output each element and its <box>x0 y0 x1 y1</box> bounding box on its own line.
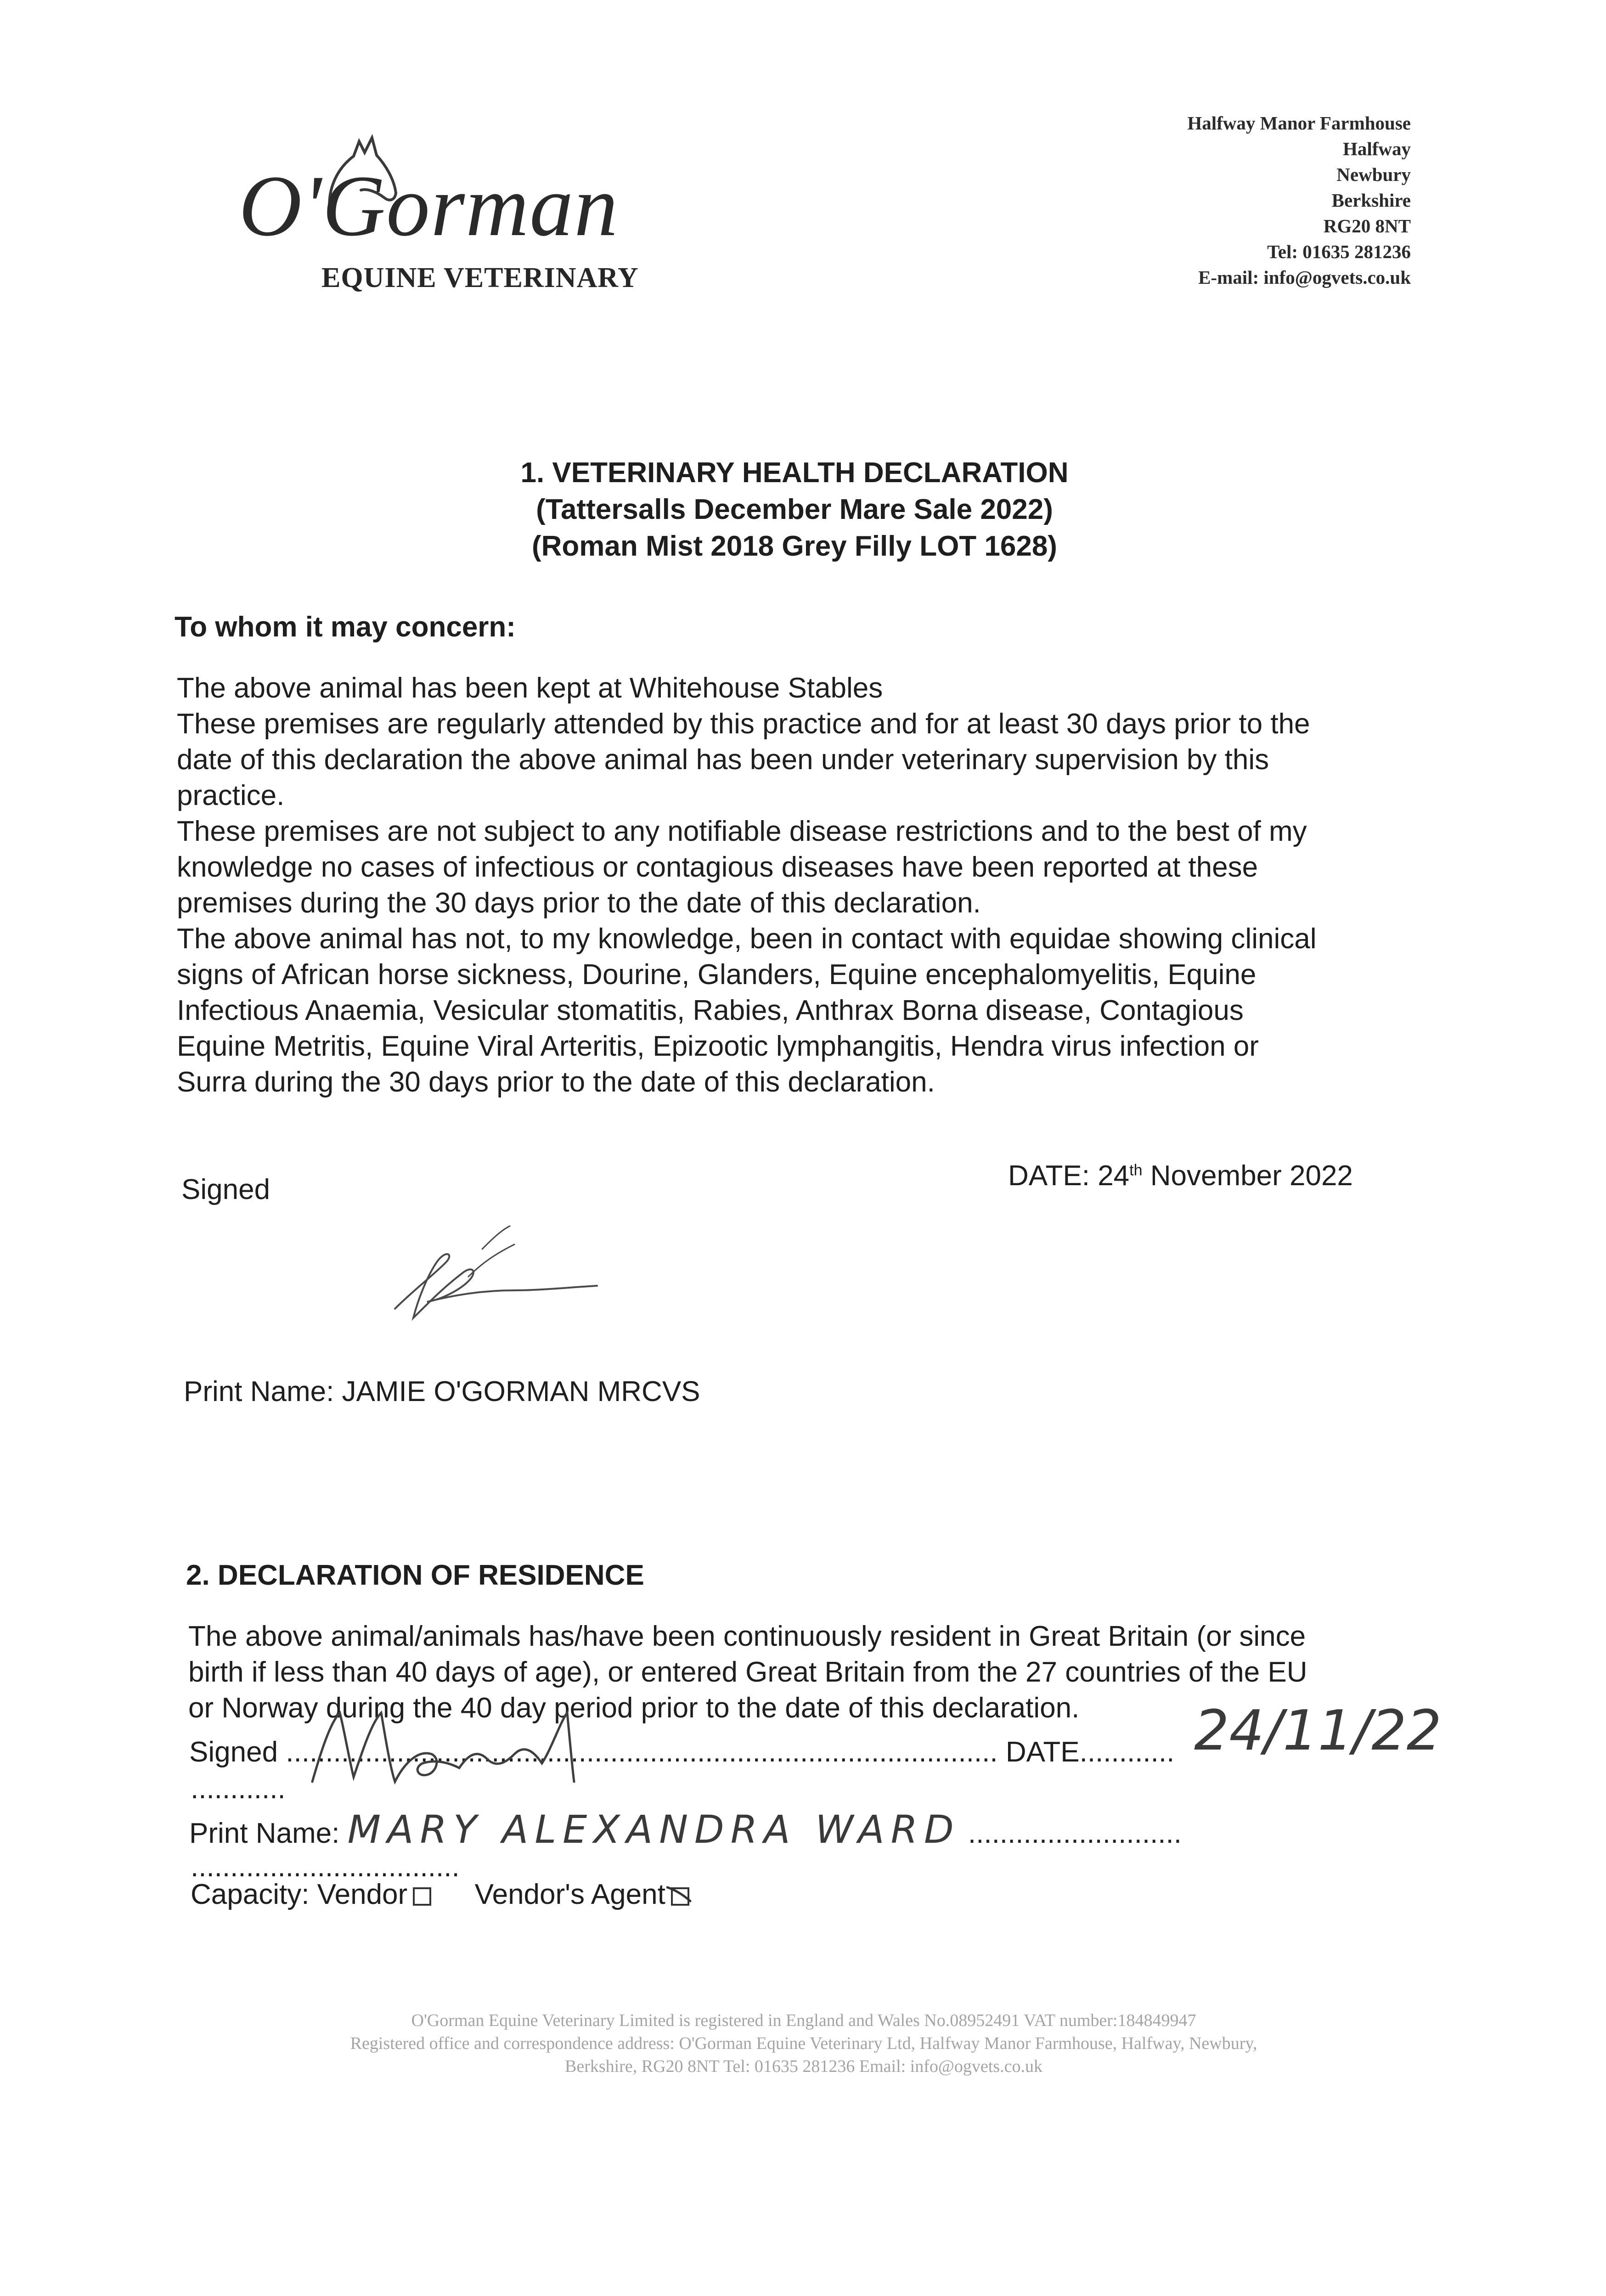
body-line: practice. <box>177 780 285 811</box>
footer-line: Registered office and correspondence address: O'Gorman Equine Veterinary Ltd, Halfway Manor Farmhouse, Halfway, Newbury, <box>350 2034 1257 2053</box>
body-line: These premises are not subject to any notifiable disease restrictions and to the best of my <box>177 816 1307 847</box>
body-line: Equine Metritis, Equine Viral Arteritis, Epizootic lymphangitis, Hendra virus infection or <box>177 1030 1259 1062</box>
address-line: RG20 8NT <box>1323 215 1411 236</box>
dots-line: ............ <box>191 1773 286 1805</box>
address-line: Newbury <box>1336 164 1411 185</box>
practice-address <box>1187 110 1411 290</box>
logo <box>239 129 689 308</box>
body-line: Surra during the 30 days prior to the date of this declaration. <box>177 1066 935 1098</box>
signed-dots: .......................................................................................... <box>286 1736 998 1768</box>
vendor-agent-checkbox[interactable] <box>671 1887 689 1906</box>
title-line-2: (Tattersalls December Mare Sale 2022) <box>536 494 1053 525</box>
body-line: The above animal has been kept at Whitehouse Stables <box>177 672 883 704</box>
footer-line: Berkshire, RG20 8NT Tel: 01635 281236 Email: info@ogvets.co.uk <box>565 2057 1042 2076</box>
vendor-checkbox[interactable] <box>413 1887 431 1906</box>
declaration-date <box>1008 1159 1353 1192</box>
date-label: DATE <box>1005 1736 1080 1768</box>
signed-label: Signed <box>181 1174 270 1205</box>
footer-line: O'Gorman Equine Veterinary Limited is registered in England and Wales No.08952491 VAT number:184849947 <box>411 2011 1196 2030</box>
date-label: DATE: 24 <box>1008 1160 1130 1192</box>
body-line: signs of African horse sickness, Dourine, Glanders, Equine encephalomyelitis, Equine <box>177 959 1257 990</box>
vendor-date-handwritten: 24/11/22 <box>1194 1699 1442 1763</box>
vet-signature <box>377 1221 615 1341</box>
body-line: date of this declaration the above animal has been under veterinary supervision by this <box>177 744 1269 776</box>
body-line: These premises are regularly attended by this practice and for at least 30 days prior to the <box>177 708 1310 740</box>
capacity-line <box>191 1878 689 1911</box>
body-line: birth if less than 40 days of age), or entered Great Britain from the 27 countries of the EU <box>188 1656 1307 1688</box>
body-line: or Norway during the 40 day period prior to the date of this declaration. <box>188 1692 1080 1724</box>
vendor-print-name-line <box>189 1807 1182 1852</box>
date-dots: ............ <box>1079 1736 1175 1768</box>
capacity-vendor-label: Capacity: Vendor <box>191 1879 408 1910</box>
address-line: Halfway Manor Farmhouse <box>1187 113 1411 134</box>
salutation: To whom it may concern: <box>175 611 516 643</box>
date-suffix: th <box>1129 1161 1143 1179</box>
logo-wordmark: O'Gorman <box>239 158 619 254</box>
vendor-agent-label: Vendor's Agent <box>474 1879 665 1910</box>
address-line: Berkshire <box>1331 190 1411 211</box>
logo-subtitle: EQUINE VETERINARY <box>321 262 639 293</box>
address-email: E-mail: info@ogvets.co.uk <box>1198 267 1411 288</box>
print-name-dots: ........................... <box>968 1818 1182 1849</box>
vet-print-name: Print Name: JAMIE O'GORMAN MRCVS <box>184 1376 700 1407</box>
check-mark-icon <box>666 1879 699 1911</box>
date-value: November 2022 <box>1142 1160 1353 1192</box>
vendor-print-name: MARY ALEXANDRA WARD <box>347 1807 960 1852</box>
vendor-signature <box>303 1694 588 1800</box>
print-name-label: Print Name: <box>189 1818 340 1849</box>
body-line: The above animal/animals has/have been continuously resident in Great Britain (or since <box>188 1621 1306 1652</box>
address-line: Halfway <box>1342 138 1411 159</box>
residence-heading: 2. DECLARATION OF RESIDENCE <box>186 1559 644 1591</box>
body-line: The above animal has not, to my knowledge, been in contact with equidae showing clinical <box>177 923 1317 955</box>
title-line-3: (Roman Mist 2018 Grey Filly LOT 1628) <box>532 530 1057 562</box>
body-line: premises during the 30 days prior to the date of this declaration. <box>177 887 981 919</box>
declaration-title <box>404 455 1185 565</box>
title-line-1: 1. VETERINARY HEALTH DECLARATION <box>520 457 1069 489</box>
address-telephone: Tel: 01635 281236 <box>1267 241 1411 262</box>
signed-label: Signed <box>189 1736 278 1768</box>
body-line: knowledge no cases of infectious or contagious diseases have been reported at these <box>177 851 1258 883</box>
health-declaration-body <box>177 670 1440 1100</box>
dots-line: .................................. <box>191 1851 460 1883</box>
body-line: Infectious Anaemia, Vesicular stomatitis, Rabies, Anthrax Borna disease, Contagious <box>177 995 1244 1026</box>
company-footer <box>184 2009 1424 2078</box>
